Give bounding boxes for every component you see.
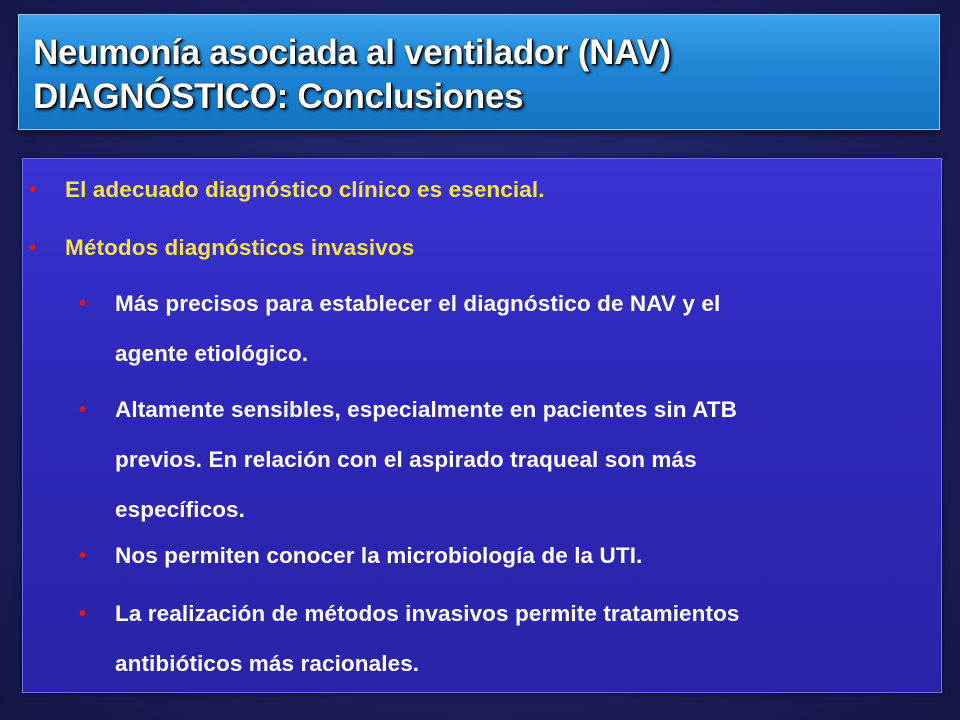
bullet-dot-icon: • — [79, 293, 87, 315]
sub-bullet-line: agente etiológico. — [115, 341, 309, 366]
sub-bullet-item — [79, 589, 915, 689]
sub-bullet-item — [79, 531, 915, 581]
sub-bullet-line: Altamente sensibles, especialmente en pacientes sin ATB — [115, 397, 737, 422]
slide-title-line-1: Neumonía asociada al ventilador (NAV) — [33, 33, 671, 72]
bullet-dot-icon: • — [79, 603, 87, 625]
bullet-text: El adecuado diagnóstico clínico es esencial. — [65, 177, 545, 202]
sub-bullet-line: La realización de métodos invasivos permite tratamientos — [115, 601, 740, 626]
sub-bullet-line: previos. En relación con el aspirado traqueal son más — [115, 447, 697, 472]
bullet-text: Métodos diagnósticos invasivos — [65, 235, 415, 260]
bullet-item — [29, 165, 545, 215]
bullet-dot-icon: • — [79, 545, 87, 567]
bullet-dot-icon: • — [29, 179, 37, 201]
sub-bullet-item — [79, 385, 915, 535]
bullet-item — [29, 223, 415, 273]
slide-title-line-2: DIAGNÓSTICO: Conclusiones — [33, 77, 524, 116]
sub-bullet-item — [79, 279, 915, 379]
sub-bullet-line: Nos permiten conocer la microbiología de la UTI. — [115, 543, 643, 568]
sub-bullet-line: Más precisos para establecer el diagnóstico de NAV y el — [115, 291, 721, 316]
slide-title-box — [18, 14, 940, 130]
sub-bullet-line: antibióticos más racionales. — [115, 651, 420, 676]
bullet-dot-icon: • — [29, 237, 37, 259]
slide-content-box — [22, 158, 942, 693]
bullet-dot-icon: • — [79, 399, 87, 421]
sub-bullet-line: específicos. — [115, 497, 246, 522]
